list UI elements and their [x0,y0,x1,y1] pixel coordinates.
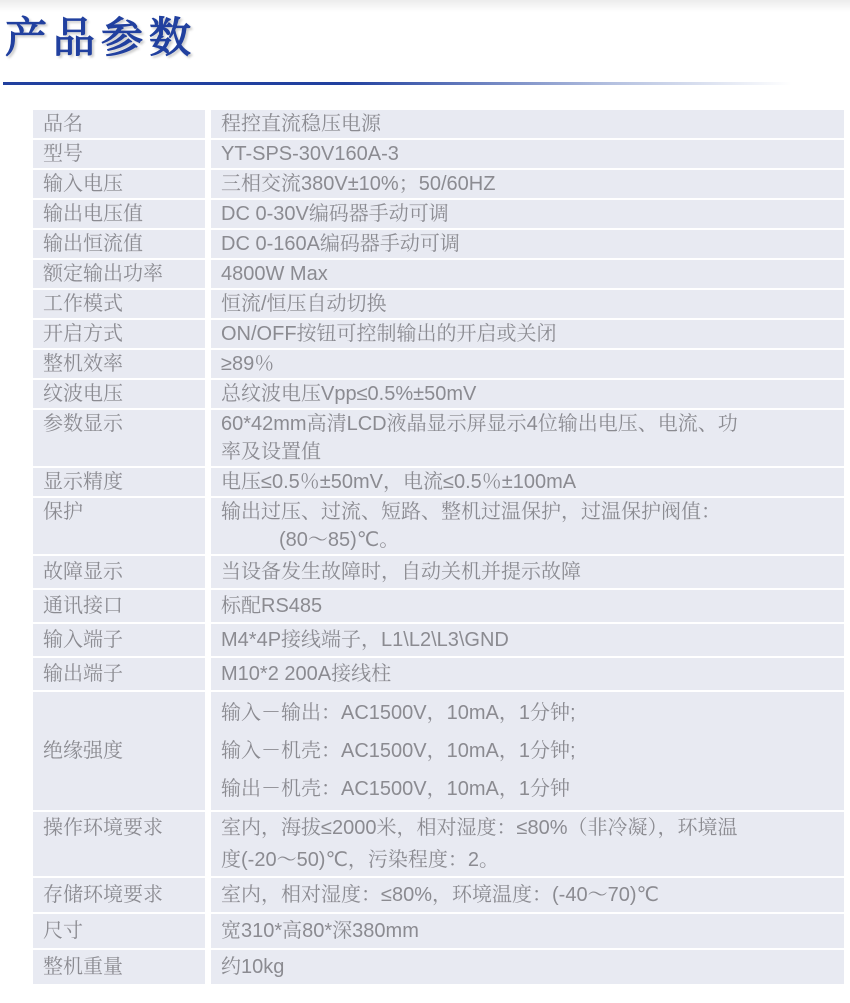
row-value [211,812,844,876]
row-label: 输出恒流值 [33,230,205,258]
table-row [33,140,844,168]
row-label: 故障显示 [33,556,205,588]
row-value [211,658,844,690]
row-value [211,170,844,198]
row-value [211,320,844,348]
row-value-line: 室内，海拔≤2000米，相对湿度：≤80%（非冷凝），环境温 [221,817,738,839]
row-value-line: (80～85)℃。 [279,529,400,551]
row-value [211,200,844,228]
row-value [211,140,844,168]
row-value [211,290,844,318]
row-value-line: 约10kg [221,956,285,978]
row-label: 存储环境要求 [33,878,205,912]
row-value-line: M10*2 200A接线柱 [221,663,392,685]
table-row [33,290,844,318]
table-row [33,200,844,228]
row-value [211,110,844,138]
row-value [211,950,844,984]
row-label: 纹波电压 [33,380,205,408]
table-row [33,380,844,408]
row-value-line: 标配RS485 [221,595,323,617]
row-label: 输入端子 [33,624,205,656]
row-value [211,692,844,810]
row-value-line: 当设备发生故障时，自动关机并提示故障 [221,561,581,583]
table-row [33,468,844,496]
row-value-line: 总纹波电压Vpp≤0.5%±50mV [221,383,477,405]
table-row [33,110,844,138]
row-label: 操作环境要求 [33,812,205,876]
row-label: 型号 [33,140,205,168]
row-value-line: 室内，相对湿度：≤80%，环境温度：(-40～70)℃ [221,884,659,906]
row-label: 输入电压 [33,170,205,198]
row-label: 输出端子 [33,658,205,690]
table-row [33,498,844,554]
table-row [33,590,844,622]
row-value-line: 60*42mm高清LCD液晶显示屏显示4位输出电压、电流、功 [221,413,738,435]
table-row [33,878,844,912]
row-value [211,914,844,948]
row-value-line: 率及设置值 [221,441,321,463]
row-value-line: 度(-20～50)℃，污染程度：2。 [221,849,500,871]
row-value-line: 程控直流稳压电源 [221,113,381,135]
row-value-line: 输入－机壳：AC1500V，10mA，1分钟; [221,740,576,762]
row-label: 整机效率 [33,350,205,378]
row-value-line: 恒流/恒压自动切换 [221,293,387,315]
row-value [211,468,844,496]
row-label: 额定输出功率 [33,260,205,288]
table-row [33,410,844,466]
row-label: 尺寸 [33,914,205,948]
row-value-line: 三相交流380V±10%；50/60HZ [221,173,496,195]
table-row [33,950,844,984]
spec-table [33,110,844,984]
row-label: 开启方式 [33,320,205,348]
table-row [33,624,844,656]
row-label: 绝缘强度 [33,692,205,810]
row-value-line: 宽310*高80*深380mm [221,920,419,942]
table-row [33,170,844,198]
row-value-line: YT-SPS-30V160A-3 [221,143,399,165]
row-value-line: 电压≤0.5％±50mV，电流≤0.5％±100mA [221,471,577,493]
row-value-line: 输入－输出：AC1500V，10mA，1分钟; [221,702,576,724]
table-row [33,914,844,948]
row-value [211,260,844,288]
row-value-line: 输出－机壳：AC1500V，10mA，1分钟 [221,778,570,800]
row-label: 工作模式 [33,290,205,318]
table-row [33,556,844,588]
row-label: 通讯接口 [33,590,205,622]
row-label: 保护 [33,498,205,554]
table-row [33,260,844,288]
row-label: 显示精度 [33,468,205,496]
title-underline [3,82,816,85]
row-value-line: DC 0-160A编码器手动可调 [221,233,460,255]
table-row [33,658,844,690]
table-row [33,350,844,378]
row-label: 品名 [33,110,205,138]
row-value [211,350,844,378]
row-value [211,498,844,554]
row-value [211,878,844,912]
row-value-line: M4*4P接线端子，L1\L2\L3\GND [221,629,509,651]
row-value-line: DC 0-30V编码器手动可调 [221,203,449,225]
row-value [211,590,844,622]
row-value-line: ON/OFF按钮可控制输出的开启或关闭 [221,323,557,345]
row-value-line: 4800W Max [221,263,328,285]
row-label: 输出电压值 [33,200,205,228]
table-row [33,320,844,348]
table-row [33,230,844,258]
row-label: 整机重量 [33,950,205,984]
row-value [211,556,844,588]
row-value [211,380,844,408]
page-title: 产品参数 [5,14,198,61]
row-value [211,410,844,466]
table-row [33,812,844,876]
row-label: 参数显示 [33,410,205,466]
row-value-line: ≥89％ [221,353,275,375]
row-value-line: 输出过压、过流、短路、整机过温保护，过温保护阀值： [221,501,721,523]
table-row [33,692,844,810]
row-value [211,230,844,258]
row-value [211,624,844,656]
